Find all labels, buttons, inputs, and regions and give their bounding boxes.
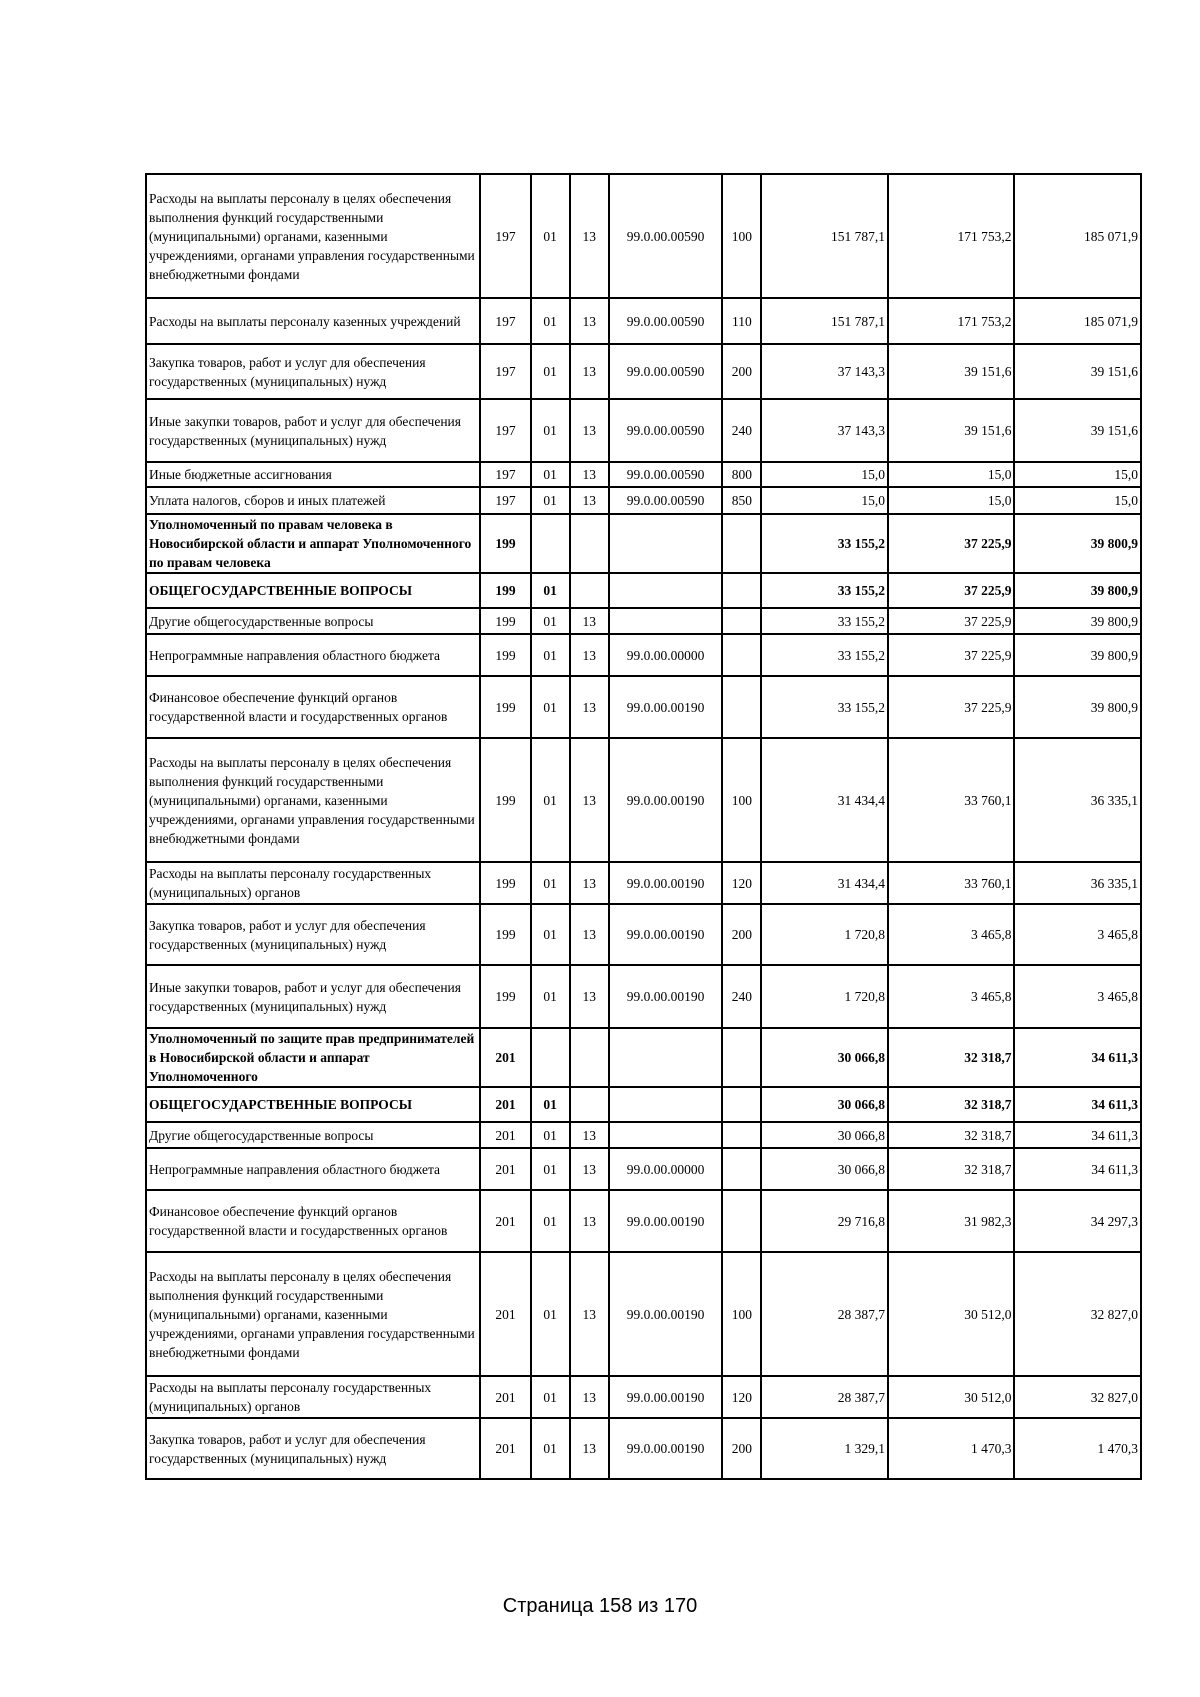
- cell-csr: 99.0.00.00190: [609, 1418, 722, 1479]
- cell-pr: 13: [570, 487, 609, 514]
- cell-year-3: 34 297,3: [1014, 1190, 1141, 1252]
- cell-year-2: 37 225,9: [888, 634, 1015, 676]
- cell-year-3: 3 465,8: [1014, 904, 1141, 965]
- cell-pr: 13: [570, 676, 609, 738]
- cell-ved: 199: [480, 904, 530, 965]
- cell-ved: 201: [480, 1418, 530, 1479]
- table-row: [146, 1376, 1141, 1418]
- cell-year-2: 33 760,1: [888, 738, 1015, 862]
- cell-name: Непрограммные направления областного бюджета: [146, 634, 480, 676]
- table-row: [146, 738, 1141, 862]
- cell-year-1: 31 434,4: [761, 738, 888, 862]
- cell-name: Закупка товаров, работ и услуг для обеспечения государственных (муниципальных) нужд: [146, 904, 480, 965]
- cell-year-2: 37 225,9: [888, 514, 1015, 573]
- cell-ved: 201: [480, 1028, 530, 1087]
- cell-name: ОБЩЕГОСУДАРСТВЕННЫЕ ВОПРОСЫ: [146, 573, 480, 608]
- cell-name: Расходы на выплаты персоналу государственных (муниципальных) органов: [146, 1376, 480, 1418]
- cell-name: Иные закупки товаров, работ и услуг для обеспечения государственных (муниципальных) нужд: [146, 965, 480, 1028]
- cell-year-1: 33 155,2: [761, 573, 888, 608]
- cell-year-1: 30 066,8: [761, 1122, 888, 1148]
- cell-pr: 13: [570, 738, 609, 862]
- table-row: [146, 462, 1141, 487]
- cell-csr: [609, 608, 722, 634]
- cell-vr: [722, 634, 761, 676]
- cell-year-1: 33 155,2: [761, 514, 888, 573]
- cell-year-1: 37 143,3: [761, 344, 888, 399]
- table-row: [146, 487, 1141, 514]
- cell-year-2: 171 753,2: [888, 174, 1015, 298]
- cell-year-1: 28 387,7: [761, 1376, 888, 1418]
- cell-year-2: 32 318,7: [888, 1028, 1015, 1087]
- cell-ved: 201: [480, 1190, 530, 1252]
- cell-csr: 99.0.00.00190: [609, 1252, 722, 1376]
- cell-csr: 99.0.00.00590: [609, 344, 722, 399]
- cell-ved: 199: [480, 514, 530, 573]
- table-row: [146, 676, 1141, 738]
- cell-year-2: 32 318,7: [888, 1148, 1015, 1190]
- cell-year-2: 15,0: [888, 487, 1015, 514]
- cell-rz: 01: [531, 965, 570, 1028]
- cell-rz: 01: [531, 738, 570, 862]
- cell-pr: 13: [570, 1190, 609, 1252]
- cell-ved: 197: [480, 399, 530, 462]
- cell-vr: 100: [722, 1252, 761, 1376]
- table-row: [146, 399, 1141, 462]
- cell-ved: 199: [480, 965, 530, 1028]
- cell-name: Уполномоченный по защите прав предпринимателей в Новосибирской области и аппарат Уполномоченного: [146, 1028, 480, 1087]
- cell-vr: 120: [722, 1376, 761, 1418]
- cell-vr: 200: [722, 344, 761, 399]
- cell-year-2: 39 151,6: [888, 399, 1015, 462]
- cell-year-1: 29 716,8: [761, 1190, 888, 1252]
- cell-rz: [531, 514, 570, 573]
- cell-csr: 99.0.00.00190: [609, 738, 722, 862]
- cell-ved: 201: [480, 1087, 530, 1122]
- cell-name: Непрограммные направления областного бюджета: [146, 1148, 480, 1190]
- cell-csr: [609, 1087, 722, 1122]
- cell-pr: 13: [570, 1252, 609, 1376]
- table-body: [146, 174, 1141, 1479]
- cell-vr: [722, 676, 761, 738]
- cell-csr: [609, 1028, 722, 1087]
- cell-rz: 01: [531, 573, 570, 608]
- cell-ved: 201: [480, 1122, 530, 1148]
- cell-vr: [722, 573, 761, 608]
- cell-year-2: 3 465,8: [888, 904, 1015, 965]
- cell-vr: 800: [722, 462, 761, 487]
- cell-pr: 13: [570, 965, 609, 1028]
- cell-vr: [722, 608, 761, 634]
- cell-csr: 99.0.00.00190: [609, 904, 722, 965]
- cell-csr: 99.0.00.00590: [609, 462, 722, 487]
- cell-year-2: 32 318,7: [888, 1087, 1015, 1122]
- cell-vr: [722, 1028, 761, 1087]
- table-row: [146, 634, 1141, 676]
- cell-year-3: 34 611,3: [1014, 1028, 1141, 1087]
- cell-vr: 120: [722, 862, 761, 904]
- cell-csr: 99.0.00.00190: [609, 676, 722, 738]
- cell-name: Расходы на выплаты персоналу в целях обеспечения выполнения функций государственными (муниципальными) органами, казенными учреждениями, органами управления государственными внебюджетными фондами: [146, 738, 480, 862]
- cell-year-1: 151 787,1: [761, 298, 888, 344]
- cell-year-3: 32 827,0: [1014, 1252, 1141, 1376]
- table-row: [146, 1087, 1141, 1122]
- cell-pr: 13: [570, 298, 609, 344]
- cell-name: Уполномоченный по правам человека в Новосибирской области и аппарат Уполномоченного по правам человека: [146, 514, 480, 573]
- cell-rz: 01: [531, 1418, 570, 1479]
- cell-csr: 99.0.00.00190: [609, 1190, 722, 1252]
- cell-pr: [570, 573, 609, 608]
- cell-ved: 199: [480, 738, 530, 862]
- cell-vr: [722, 514, 761, 573]
- cell-year-3: 32 827,0: [1014, 1376, 1141, 1418]
- cell-rz: 01: [531, 1148, 570, 1190]
- cell-vr: [722, 1087, 761, 1122]
- cell-year-2: 37 225,9: [888, 608, 1015, 634]
- cell-ved: 201: [480, 1148, 530, 1190]
- cell-year-1: 15,0: [761, 487, 888, 514]
- cell-year-2: 3 465,8: [888, 965, 1015, 1028]
- cell-rz: 01: [531, 344, 570, 399]
- cell-vr: 850: [722, 487, 761, 514]
- cell-vr: 200: [722, 1418, 761, 1479]
- cell-year-2: 39 151,6: [888, 344, 1015, 399]
- cell-pr: [570, 1028, 609, 1087]
- cell-csr: 99.0.00.00590: [609, 487, 722, 514]
- cell-pr: 13: [570, 1418, 609, 1479]
- cell-name: Расходы на выплаты персоналу казенных учреждений: [146, 298, 480, 344]
- table-row: [146, 1028, 1141, 1087]
- cell-year-1: 30 066,8: [761, 1087, 888, 1122]
- cell-name: Другие общегосударственные вопросы: [146, 1122, 480, 1148]
- cell-vr: 200: [722, 904, 761, 965]
- cell-ved: 199: [480, 608, 530, 634]
- cell-year-2: 1 470,3: [888, 1418, 1015, 1479]
- cell-year-3: 39 800,9: [1014, 676, 1141, 738]
- cell-ved: 197: [480, 174, 530, 298]
- cell-ved: 197: [480, 462, 530, 487]
- cell-ved: 201: [480, 1376, 530, 1418]
- cell-ved: 197: [480, 298, 530, 344]
- cell-year-3: 36 335,1: [1014, 738, 1141, 862]
- cell-year-2: 32 318,7: [888, 1122, 1015, 1148]
- cell-ved: 199: [480, 573, 530, 608]
- cell-ved: 199: [480, 676, 530, 738]
- cell-pr: 13: [570, 174, 609, 298]
- table-row: [146, 573, 1141, 608]
- cell-year-3: 34 611,3: [1014, 1122, 1141, 1148]
- cell-year-3: 15,0: [1014, 487, 1141, 514]
- cell-year-3: 185 071,9: [1014, 174, 1141, 298]
- cell-pr: 13: [570, 608, 609, 634]
- cell-pr: 13: [570, 462, 609, 487]
- cell-csr: 99.0.00.00590: [609, 298, 722, 344]
- cell-pr: 13: [570, 634, 609, 676]
- cell-year-3: 39 800,9: [1014, 514, 1141, 573]
- cell-rz: 01: [531, 462, 570, 487]
- cell-year-2: 37 225,9: [888, 573, 1015, 608]
- cell-rz: 01: [531, 676, 570, 738]
- cell-csr: [609, 1122, 722, 1148]
- cell-rz: 01: [531, 1252, 570, 1376]
- cell-year-2: 31 982,3: [888, 1190, 1015, 1252]
- cell-rz: 01: [531, 399, 570, 462]
- cell-name: Финансовое обеспечение функций органов государственной власти и государственных органов: [146, 1190, 480, 1252]
- cell-year-1: 37 143,3: [761, 399, 888, 462]
- cell-year-2: 30 512,0: [888, 1252, 1015, 1376]
- cell-ved: 199: [480, 634, 530, 676]
- cell-ved: 201: [480, 1252, 530, 1376]
- budget-table: [145, 173, 1142, 1480]
- cell-csr: 99.0.00.00000: [609, 634, 722, 676]
- cell-vr: [722, 1190, 761, 1252]
- table-row: [146, 862, 1141, 904]
- cell-year-1: 151 787,1: [761, 174, 888, 298]
- cell-year-1: 30 066,8: [761, 1148, 888, 1190]
- cell-pr: [570, 514, 609, 573]
- table-row: [146, 1148, 1141, 1190]
- cell-pr: 13: [570, 1376, 609, 1418]
- table-row: [146, 965, 1141, 1028]
- cell-year-3: 34 611,3: [1014, 1148, 1141, 1190]
- table-row: [146, 1252, 1141, 1376]
- cell-vr: 100: [722, 738, 761, 862]
- cell-csr: 99.0.00.00190: [609, 1376, 722, 1418]
- cell-ved: 199: [480, 862, 530, 904]
- cell-year-1: 31 434,4: [761, 862, 888, 904]
- cell-rz: [531, 1028, 570, 1087]
- cell-name: ОБЩЕГОСУДАРСТВЕННЫЕ ВОПРОСЫ: [146, 1087, 480, 1122]
- cell-pr: [570, 1087, 609, 1122]
- cell-year-2: 33 760,1: [888, 862, 1015, 904]
- cell-name: Иные закупки товаров, работ и услуг для обеспечения государственных (муниципальных) нужд: [146, 399, 480, 462]
- cell-csr: 99.0.00.00190: [609, 862, 722, 904]
- cell-rz: 01: [531, 174, 570, 298]
- cell-year-3: 1 470,3: [1014, 1418, 1141, 1479]
- table-row: [146, 1190, 1141, 1252]
- cell-vr: [722, 1122, 761, 1148]
- cell-pr: 13: [570, 904, 609, 965]
- table-row: [146, 298, 1141, 344]
- cell-csr: 99.0.00.00590: [609, 399, 722, 462]
- cell-vr: [722, 1148, 761, 1190]
- cell-rz: 01: [531, 1122, 570, 1148]
- table-row: [146, 904, 1141, 965]
- cell-ved: 197: [480, 344, 530, 399]
- cell-name: Расходы на выплаты персоналу в целях обеспечения выполнения функций государственными (муниципальными) органами, казенными учреждениями, органами управления государственными внебюджетными фондами: [146, 1252, 480, 1376]
- cell-year-2: 37 225,9: [888, 676, 1015, 738]
- cell-year-3: 185 071,9: [1014, 298, 1141, 344]
- cell-name: Расходы на выплаты персоналу в целях обеспечения выполнения функций государственными (муниципальными) органами, казенными учреждениями, органами управления государственными внебюджетными фондами: [146, 174, 480, 298]
- cell-rz: 01: [531, 862, 570, 904]
- cell-csr: 99.0.00.00190: [609, 965, 722, 1028]
- cell-rz: 01: [531, 1376, 570, 1418]
- cell-csr: [609, 573, 722, 608]
- page-number: Страница 158 из 170: [502, 1595, 698, 1617]
- table-row: [146, 1418, 1141, 1479]
- cell-vr: 240: [722, 399, 761, 462]
- cell-year-2: 171 753,2: [888, 298, 1015, 344]
- cell-rz: 01: [531, 1087, 570, 1122]
- cell-year-1: 15,0: [761, 462, 888, 487]
- cell-year-3: 34 611,3: [1014, 1087, 1141, 1122]
- cell-year-3: 39 151,6: [1014, 344, 1141, 399]
- cell-rz: 01: [531, 634, 570, 676]
- cell-name: Закупка товаров, работ и услуг для обеспечения государственных (муниципальных) нужд: [146, 1418, 480, 1479]
- cell-vr: 240: [722, 965, 761, 1028]
- cell-year-1: 1 720,8: [761, 965, 888, 1028]
- cell-name: Иные бюджетные ассигнования: [146, 462, 480, 487]
- table-row: [146, 344, 1141, 399]
- cell-pr: 13: [570, 862, 609, 904]
- cell-pr: 13: [570, 1122, 609, 1148]
- cell-csr: [609, 514, 722, 573]
- cell-rz: 01: [531, 1190, 570, 1252]
- cell-name: Расходы на выплаты персоналу государственных (муниципальных) органов: [146, 862, 480, 904]
- cell-rz: 01: [531, 487, 570, 514]
- cell-year-2: 15,0: [888, 462, 1015, 487]
- cell-rz: 01: [531, 298, 570, 344]
- cell-rz: 01: [531, 904, 570, 965]
- cell-name: Закупка товаров, работ и услуг для обеспечения государственных (муниципальных) нужд: [146, 344, 480, 399]
- cell-pr: 13: [570, 344, 609, 399]
- cell-csr: 99.0.00.00000: [609, 1148, 722, 1190]
- cell-year-3: 39 800,9: [1014, 608, 1141, 634]
- cell-year-1: 33 155,2: [761, 676, 888, 738]
- cell-vr: 100: [722, 174, 761, 298]
- cell-year-1: 33 155,2: [761, 608, 888, 634]
- cell-vr: 110: [722, 298, 761, 344]
- cell-pr: 13: [570, 1148, 609, 1190]
- cell-name: Другие общегосударственные вопросы: [146, 608, 480, 634]
- cell-year-1: 30 066,8: [761, 1028, 888, 1087]
- cell-name: Уплата налогов, сборов и иных платежей: [146, 487, 480, 514]
- cell-year-2: 30 512,0: [888, 1376, 1015, 1418]
- cell-year-3: 36 335,1: [1014, 862, 1141, 904]
- table-row: [146, 1122, 1141, 1148]
- cell-ved: 197: [480, 487, 530, 514]
- cell-year-1: 1 720,8: [761, 904, 888, 965]
- cell-year-3: 39 800,9: [1014, 634, 1141, 676]
- cell-year-1: 28 387,7: [761, 1252, 888, 1376]
- cell-rz: 01: [531, 608, 570, 634]
- cell-pr: 13: [570, 399, 609, 462]
- cell-year-3: 39 151,6: [1014, 399, 1141, 462]
- table-row: [146, 608, 1141, 634]
- table-row: [146, 174, 1141, 298]
- table-row: [146, 514, 1141, 573]
- cell-name: Финансовое обеспечение функций органов государственной власти и государственных органов: [146, 676, 480, 738]
- cell-csr: 99.0.00.00590: [609, 174, 722, 298]
- cell-year-3: 39 800,9: [1014, 573, 1141, 608]
- cell-year-3: 15,0: [1014, 462, 1141, 487]
- cell-year-1: 33 155,2: [761, 634, 888, 676]
- cell-year-1: 1 329,1: [761, 1418, 888, 1479]
- cell-year-3: 3 465,8: [1014, 965, 1141, 1028]
